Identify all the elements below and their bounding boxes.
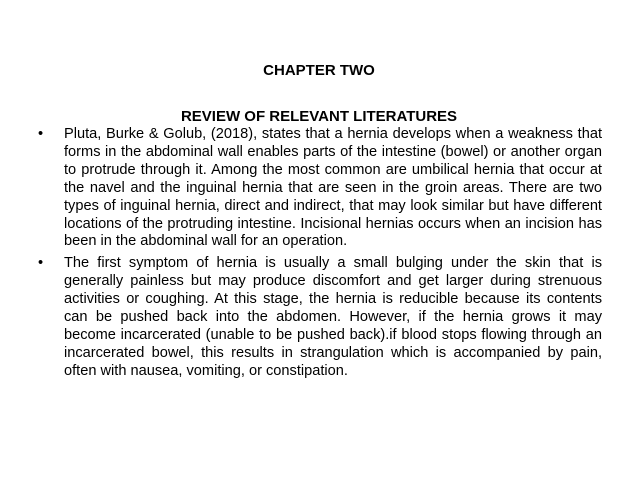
bullet-dot-icon: • (38, 126, 44, 142)
bullet-text: Pluta, Burke & Golub, (2018), states that a hernia develops when a weakness that forms in the abdominal wall enables parts of the intestine (bowel) or another organ to protrude through it. Among the most common are umbilical hernia that occur at the navel and the inguinal hernia that are seen in the groin areas. There are two types of inguinal hernia, direct and indirect, that may look similar but have different locations of the protruding intestine. Incisional hernias occurs when an incision has been in the abdominal wall for an operation. (64, 126, 602, 250)
chapter-title: CHAPTER TWO (263, 62, 375, 79)
bullet-list (38, 126, 602, 385)
bullet-dot-icon: • (38, 255, 44, 272)
bullet-item-symptoms (38, 255, 602, 380)
bullet-text: The first symptom of hernia is usually a small bulging under the skin that is generally painless but may produce discomfort and get larger during strenuous activities or coughing. At this stage, the hernia is reducible because its contents can be pushed back into the abdomen. However, if the hernia grows it may become incarcerated (unable to be pushed back).if blood stops flowing through an incarcerated bowel, this results in strangulation which is accompanied by pain, often with nausea, vomiting, or constipation. (64, 255, 602, 379)
section-title: REVIEW OF RELEVANT LITERATURES (180, 108, 458, 125)
bullet-item-definition (38, 126, 602, 251)
